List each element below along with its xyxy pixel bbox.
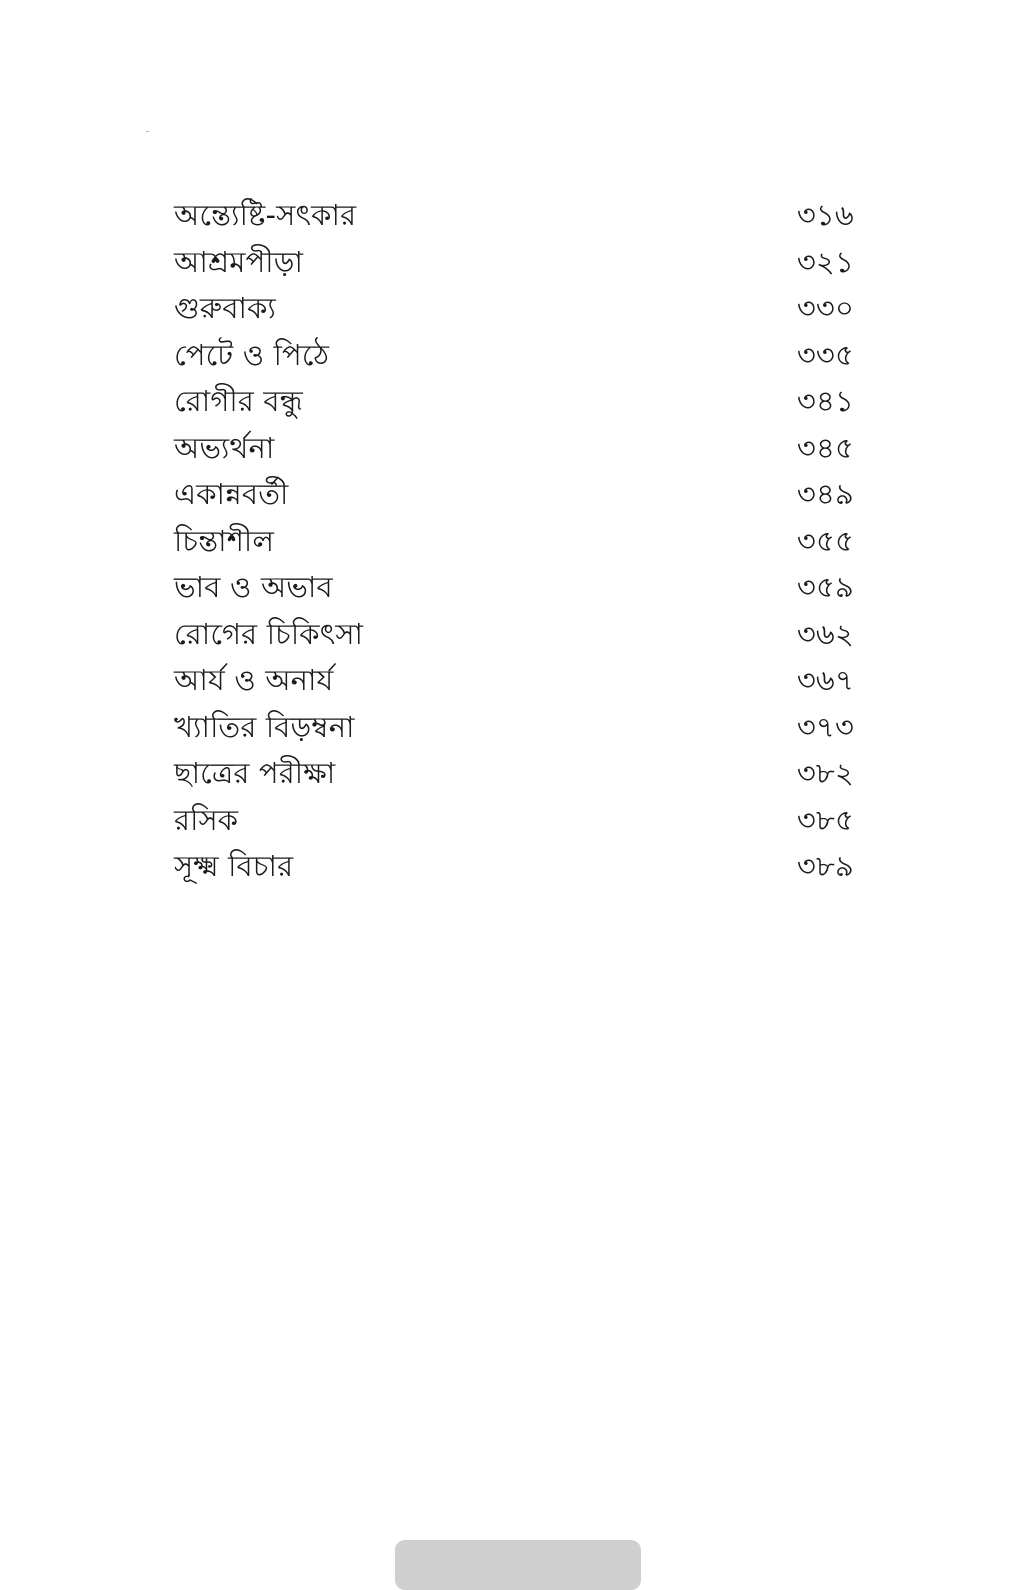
toc-row[interactable] — [174, 797, 854, 844]
toc-entry-title: রসিক — [174, 802, 239, 837]
toc-entry-title: চিন্তাশীল — [174, 523, 275, 558]
toc-entry-title: ভাব ও অভাব — [174, 570, 333, 604]
toc-entry-page: ৩৫৫ — [796, 523, 854, 558]
toc-row[interactable] — [174, 285, 854, 332]
toc-entry-title: ছাত্রের পরীক্ষা — [174, 756, 336, 790]
toc-entry-title: একান্নবর্তী — [174, 477, 289, 511]
toc-entry-page: ৩৮৯ — [796, 849, 854, 883]
toc-entry-title: রোগের চিকিৎসা — [174, 616, 364, 651]
scan-speck — [146, 131, 149, 132]
toc-entry-title: সূক্ষ্ম বিচার — [174, 849, 294, 883]
toc-row[interactable] — [174, 564, 854, 611]
toc-entry-page: ৩৮২ — [796, 756, 854, 790]
toc-entry-page: ৩৬৭ — [796, 663, 854, 697]
toc-entry-page: ৩৩০ — [796, 291, 854, 325]
toc-row[interactable] — [174, 471, 854, 518]
toc-entry-page: ৩৫৯ — [796, 570, 854, 604]
toc-row[interactable] — [174, 378, 854, 425]
toc-entry-title: অভ্যর্থনা — [174, 430, 275, 465]
toc-entry-title: আশ্রমপীড়া — [174, 244, 304, 279]
toc-row[interactable] — [174, 611, 854, 658]
toc-row[interactable] — [174, 518, 854, 565]
toc-entry-page: ৩৪৫ — [796, 430, 854, 465]
toc-entry-page: ৩৪৯ — [796, 477, 854, 511]
toc-row[interactable] — [174, 843, 854, 890]
toc-entry-title: গুরুবাক্য — [174, 291, 277, 325]
toc-entry-title: আর্য ও অনার্য — [174, 663, 334, 697]
toc-row[interactable] — [174, 750, 854, 797]
toc-row[interactable] — [174, 332, 854, 379]
toc-entry-page: ৩৭৩ — [796, 709, 854, 744]
toc-entry-title: রোগীর বন্ধু — [174, 384, 303, 418]
toc-entry-title: অন্ত্যেষ্টি-সৎকার — [174, 198, 357, 232]
toc-entry-page: ৩৮৫ — [796, 802, 854, 837]
table-of-contents — [174, 192, 854, 890]
toc-entry-page: ৩৬২ — [796, 616, 854, 651]
toc-entry-title: খ্যাতির বিড়ম্বনা — [174, 709, 355, 744]
toc-row[interactable] — [174, 704, 854, 751]
toc-row[interactable] — [174, 239, 854, 286]
toc-entry-page: ৩৩৫ — [796, 337, 854, 372]
toc-row[interactable] — [174, 657, 854, 704]
toc-entry-page: ৩১৬ — [796, 198, 854, 232]
toc-entry-page: ৩২১ — [796, 244, 854, 279]
toc-row[interactable] — [174, 425, 854, 472]
toc-row[interactable] — [174, 192, 854, 239]
scroll-handle[interactable] — [395, 1540, 641, 1590]
toc-entry-title: পেটে ও পিঠে — [174, 337, 330, 372]
toc-entry-page: ৩৪১ — [796, 384, 854, 418]
